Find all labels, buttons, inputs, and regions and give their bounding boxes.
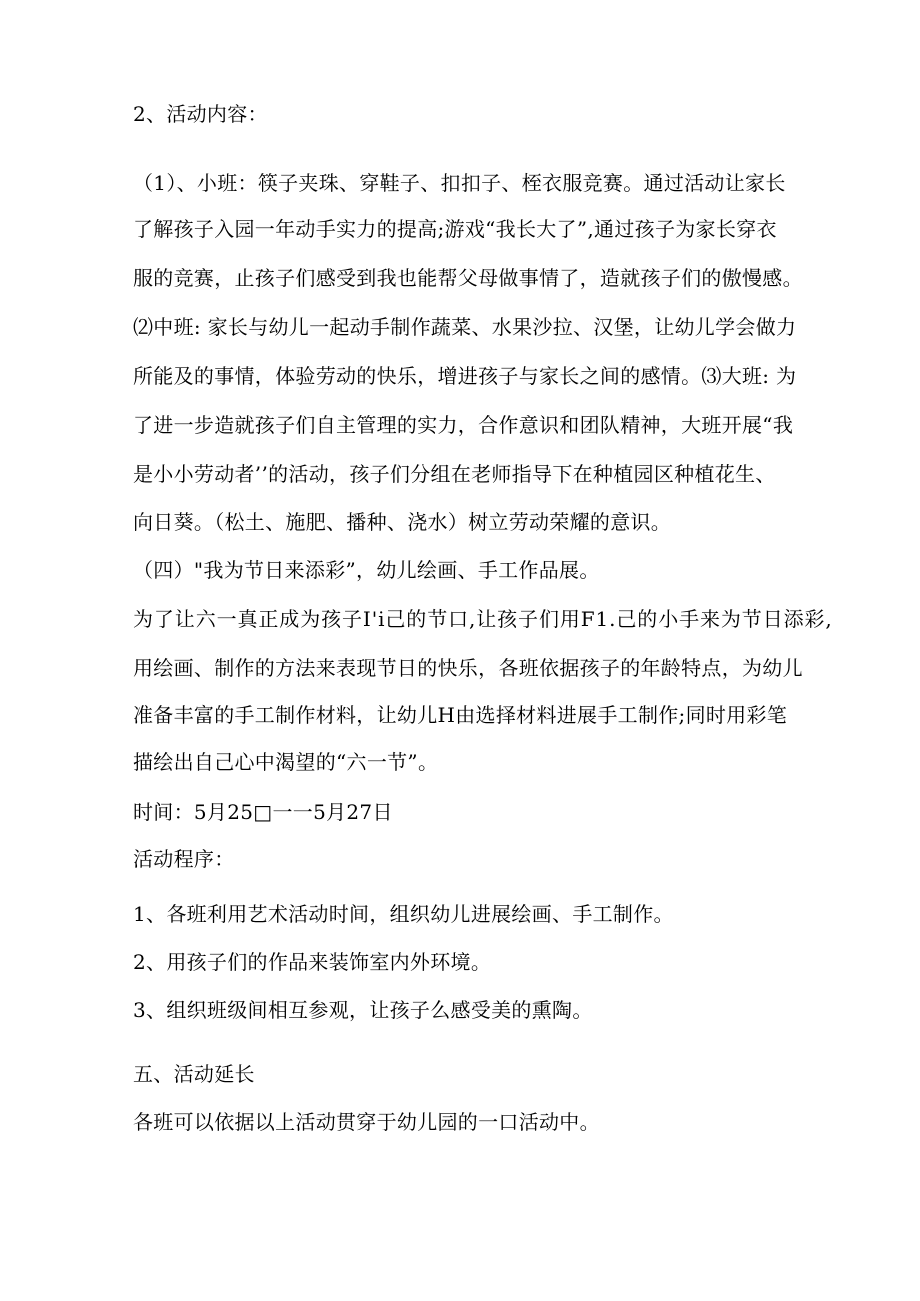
- section-four-title: （四）"我为节日来添彩”，幼儿绘画、手工作品展。: [133, 558, 600, 582]
- paragraph-line: 准备丰富的手工制作材料，让幼儿H由选择材料进展手工制作;同时用彩笔: [133, 703, 788, 727]
- paragraph-line: ⑵中班: 家长与幼儿一起动手制作蔬菜、水果沙拉、汉堡，让幼儿学会做力: [133, 315, 797, 339]
- paragraph-line: 了解孩子入园一年动手实力的提高;游戏“我长大了”,通过孩子为家长穿衣: [133, 217, 777, 241]
- procedure-title: 活动程序：: [133, 847, 235, 871]
- procedure-step: 1、各班利用艺术活动时间，组织幼儿进展绘画、手工制作。: [133, 902, 674, 926]
- section-five-text: 各班可以依据以上活动贯穿于幼儿园的一口活动中。: [133, 1110, 600, 1134]
- section-five-title: 五、活动延长: [133, 1062, 255, 1086]
- paragraph-line: 向日葵。（松土、施肥、播种、浇水）树立劳动荣耀的意识。: [133, 510, 672, 534]
- paragraph-line: 服的竞赛，止孩子们感受到我也能帮父母做事情了，造就孩子们的傲慢感。: [133, 266, 803, 290]
- procedure-step: 2、用孩子们的作品来装饰室内外环境。: [133, 950, 492, 974]
- paragraph-line: 用绘画、制作的方法来表现节日的快乐，各班依据孩子的年龄特点，为幼儿: [133, 656, 803, 680]
- paragraph-line: 了进一步造就孩子们自主管理的实力，合作意识和团队精神，大班开展“我: [133, 413, 794, 437]
- procedure-step: 3、组织班级间相互参观，让孩子么感受美的熏陶。: [133, 998, 593, 1022]
- time-line: 时间：5月25□一一5月27日: [133, 800, 393, 824]
- paragraph-line: 为了让六一真正成为孩子I'i己的节口,让孩子们用F1.己的小手来为节日添彩,: [133, 607, 833, 631]
- activity-content-heading: 2、活动内容：: [133, 102, 268, 126]
- paragraph-line: 所能及的事情，体验劳动的快乐，增进孩子与家长之间的感情。⑶大班: 为: [133, 364, 797, 388]
- paragraph-line: 是小小劳动者’’的活动，孩子们分组在老师指导下在种植园区种植花生、: [133, 462, 776, 486]
- paragraph-line: 描绘出自己心中渴望的“六一节”。: [133, 750, 439, 774]
- paragraph-line: （1）、小班：筷子夹珠、穿鞋子、扣扣子、桎衣服竞赛。通过活动让家长: [133, 171, 786, 195]
